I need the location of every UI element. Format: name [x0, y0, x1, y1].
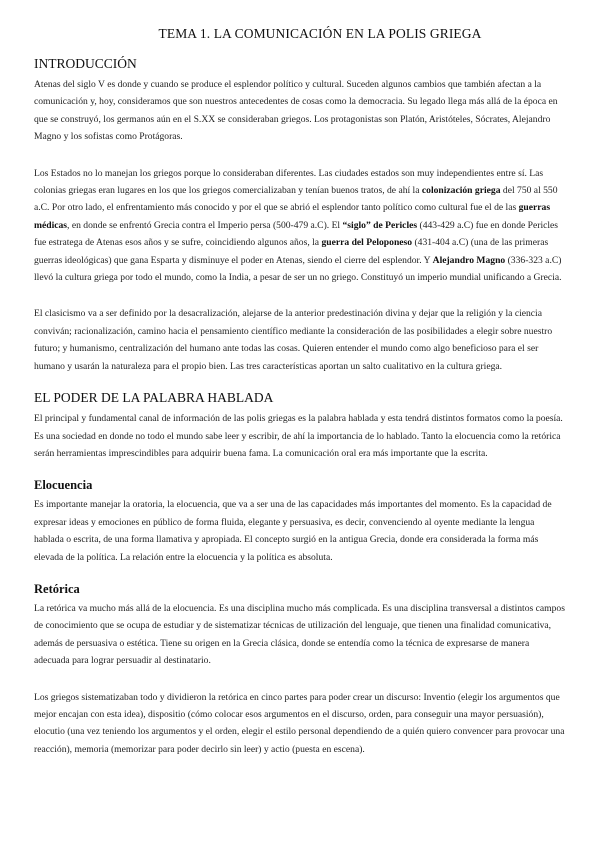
subheading-retorica: Retórica — [34, 581, 80, 596]
section-heading-introduccion: INTRODUCCIÓN — [34, 56, 137, 71]
bold-term: “siglo” de Pericles — [342, 219, 418, 231]
intro-paragraph-2: Los Estados no lo manejan los griegos porque lo consideraban diferentes. Las ciudades estados son muy independientes entre sí. Las colonias griegas eran lugares en los que los griegos comercializaban y tenían buenos tratos, de ahí la colonización griega del 750 al 550 a.C. Por otro lado, el enfrentamiento más conocido y por el que se abrió el esplendor tanto político como cultural fue el de las guerras médicas, en donde se enfrentó Grecia contra el Imperio persa (500-479 a.C). El “siglo” de Pericles (443-429 a.C) fue en donde Pericles fue estratega de Atenas esos años y se sufre, coincidiendo algunos años, la guerra del Peloponeso (431-404 a.C) (una de las primeras guerras ideológicas) que gana Esparta y disminuye el poder en Atenas, siendo el cierre del esplendor. Y Alejandro Magno (336-323 a.C) llevó la cultura griega por todo el mundo, como la India, a pesar de ser un no griego. Constituyó un imperio mundial unificando a Grecia. — [34, 167, 562, 284]
section-heading-poder: EL PODER DE LA PALABRA HABLADA — [34, 390, 274, 406]
subheading-elocuencia: Elocuencia — [34, 478, 93, 493]
intro-paragraph-1: Atenas del siglo V es donde y cuando se produce el esplendor político y cultural. Suceden algunos cambios que también afectan a la comunicación y, hoy, consideramos que son nuestros antecedentes de cosas como la democracia. Su legado llega más allá de la época en que se construyó, los germanos aún en el S.XX se consideraban griegos. Los protagonistas son Platón, Aristóteles, Sócrates, Alejandro Magno y los sofistas como Protágoras. — [34, 79, 558, 143]
elocuencia-paragraph-1: Es importante manejar la oratoria, la elocuencia, que va a ser una de las capacidades más importantes del momento. Es la capacidad de expresar ideas y emociones en público de forma fluida, elegante y persuasiva, es decir, convenciendo al oyente mediante la lengua hablada o escrita, de una forma llamativa y apropiada. El concepto surgió en la antigua Grecia, donde era considerada la forma más elevada de la política. La relación entre la elocuencia y la política es absoluta. — [34, 499, 552, 563]
retorica-paragraph-2: Los griegos sistematizaban todo y dividieron la retórica en cinco partes para poder crear un discurso: Inventio (elegir los argumentos que mejor encajan con esta idea), dispositio (cómo colocar esos argumentos en el discurso, orden, para conseguir una mayor persuasión), elocutio (una vez teniendo los argumentos y el orden, elegir el estilo personal dependiendo de a quién quiero convencer para provocar una reacción), memoria (memorizar para poder decirlo sin leer) y actio (puesta en escena). — [34, 691, 565, 755]
bold-term: guerra del Peloponeso — [321, 237, 413, 249]
poder-paragraph-1: El principal y fundamental canal de información de las polis griegas es la palabra hablada y esta tendrá distintos formatos como la poesía. Es una sociedad en donde no todo el mundo sabe leer y escribir, de ahí la importancia de lo hablado. Tanto la elocuencia como la retórica serán herramientas imprescindibles para adquirir buena fama. La comunicación oral era más importante que la escrita. — [34, 413, 563, 459]
intro-paragraph-3: El clasicismo va a ser definido por la desacralización, alejarse de la anterior predestinación divina y dejar que la religión y la ciencia conviván; racionalización, camino hacia el pensamiento científico mediante la consideración de las posibilidades a elegir sobre nuestro futuro; y humanismo, centralización del humano ante todas las cosas. Quieren entender el mundo como algo beneficioso para el ser humano y usarán la naturaleza para el propio bien. Las tres características aportan un salto cualitativo en la cultura griega. — [34, 308, 553, 372]
retorica-paragraph-1: La retórica va mucho más allá de la elocuencia. Es una disciplina mucho más complicada. Es una disciplina transversal a distintos campos de conocimiento que se ocupa de estudiar y de sistematizar técnicas de utilización del lenguaje, que tienen una finalidad comunicativa, además de persuasiva o estética. Tiene su origen en la Grecia clásica, donde se entendía como la técnica de expresarse de manera adecuada para lograr persuadir al destinatario. — [34, 602, 565, 667]
bold-term: guerras médicas — [34, 202, 551, 231]
bold-term: colonización griega — [421, 185, 501, 197]
bold-term: Alejandro Magno — [432, 254, 506, 266]
document-title: TEMA 1. LA COMUNICACIÓN EN LA POLIS GRIEGA — [158, 26, 482, 41]
